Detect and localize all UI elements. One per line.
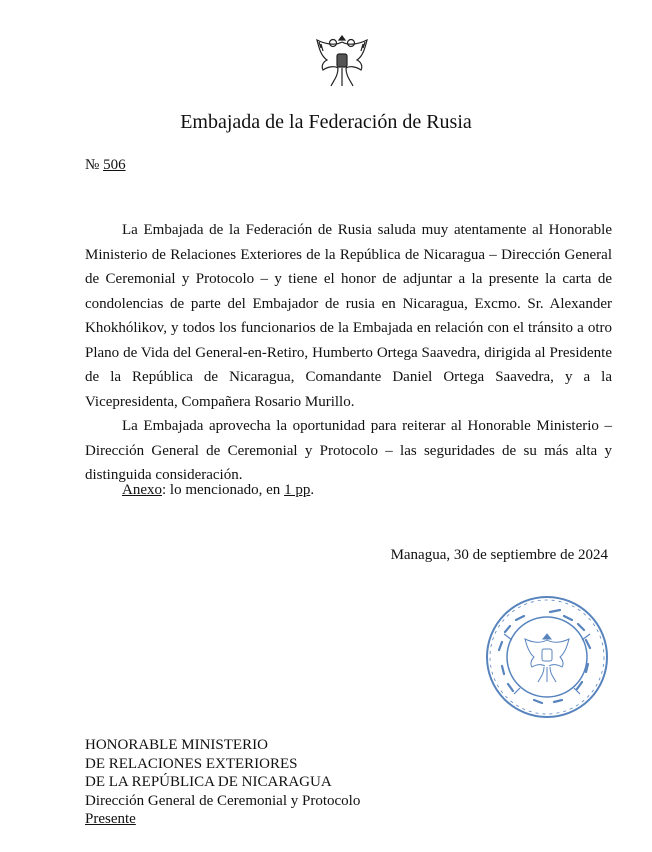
double-headed-eagle-icon [311,30,373,92]
addressee-block [85,736,360,829]
reference-number-value: 506 [103,157,126,173]
addressee-line: DE LA REPÚBLICA DE NICARAGUA [85,774,332,790]
reference-prefix: № [85,157,100,173]
annex-text: : lo mencionado, en [162,482,285,498]
addressee-line: Dirección General de Ceremonial y Protocolo [85,792,361,809]
body-paragraph: La Embajada de la Federación de Rusia saluda muy atentamente al Honorable Ministerio de Relaciones Exteriores de la República de Nicaragua – Dirección General de Ceremonial y Protocolo – y tiene el honor de adjuntar a la presente la carta de condolencias de parte del Embajador de rusia en Nicaragua, Excmo. Sr. Alexander Khokhólikov, y todos los funcionarios de la Embajada en relación con el tránsito a otro Plano de Vida del General-en-Retiro, Humberto Ortega Saavedra, dirigida al Presidente de la República de Nicaragua, Comandante Daniel Ortega Saavedra, y a la Vicepresidenta, Compañera Rosario Murillo. [85,222,612,410]
addressee-line: DE RELACIONES EXTERIORES [85,755,298,772]
reference-number [85,157,126,174]
note-body [85,218,612,488]
embassy-seal-stamp-icon [484,594,610,720]
addressee-presente: Presente [85,811,136,827]
annex-label: Anexo [122,482,162,498]
place-date: Managua, 30 de septiembre de 2024 [390,547,608,563]
addressee-line: HONORABLE MINISTERIO [85,737,268,753]
body-paragraph: La Embajada aprovecha la oportunidad para reiterar al Honorable Ministerio – Dirección General de Ceremonial y Protocolo – las seguridades de su más alta y distinguida consideración. [85,418,612,483]
annex-text-end: . [310,482,315,498]
annex-line [122,482,314,499]
embassy-heading: Embajada de la Federación de Rusia [180,111,472,133]
annex-pages: 1 pp [284,482,311,498]
